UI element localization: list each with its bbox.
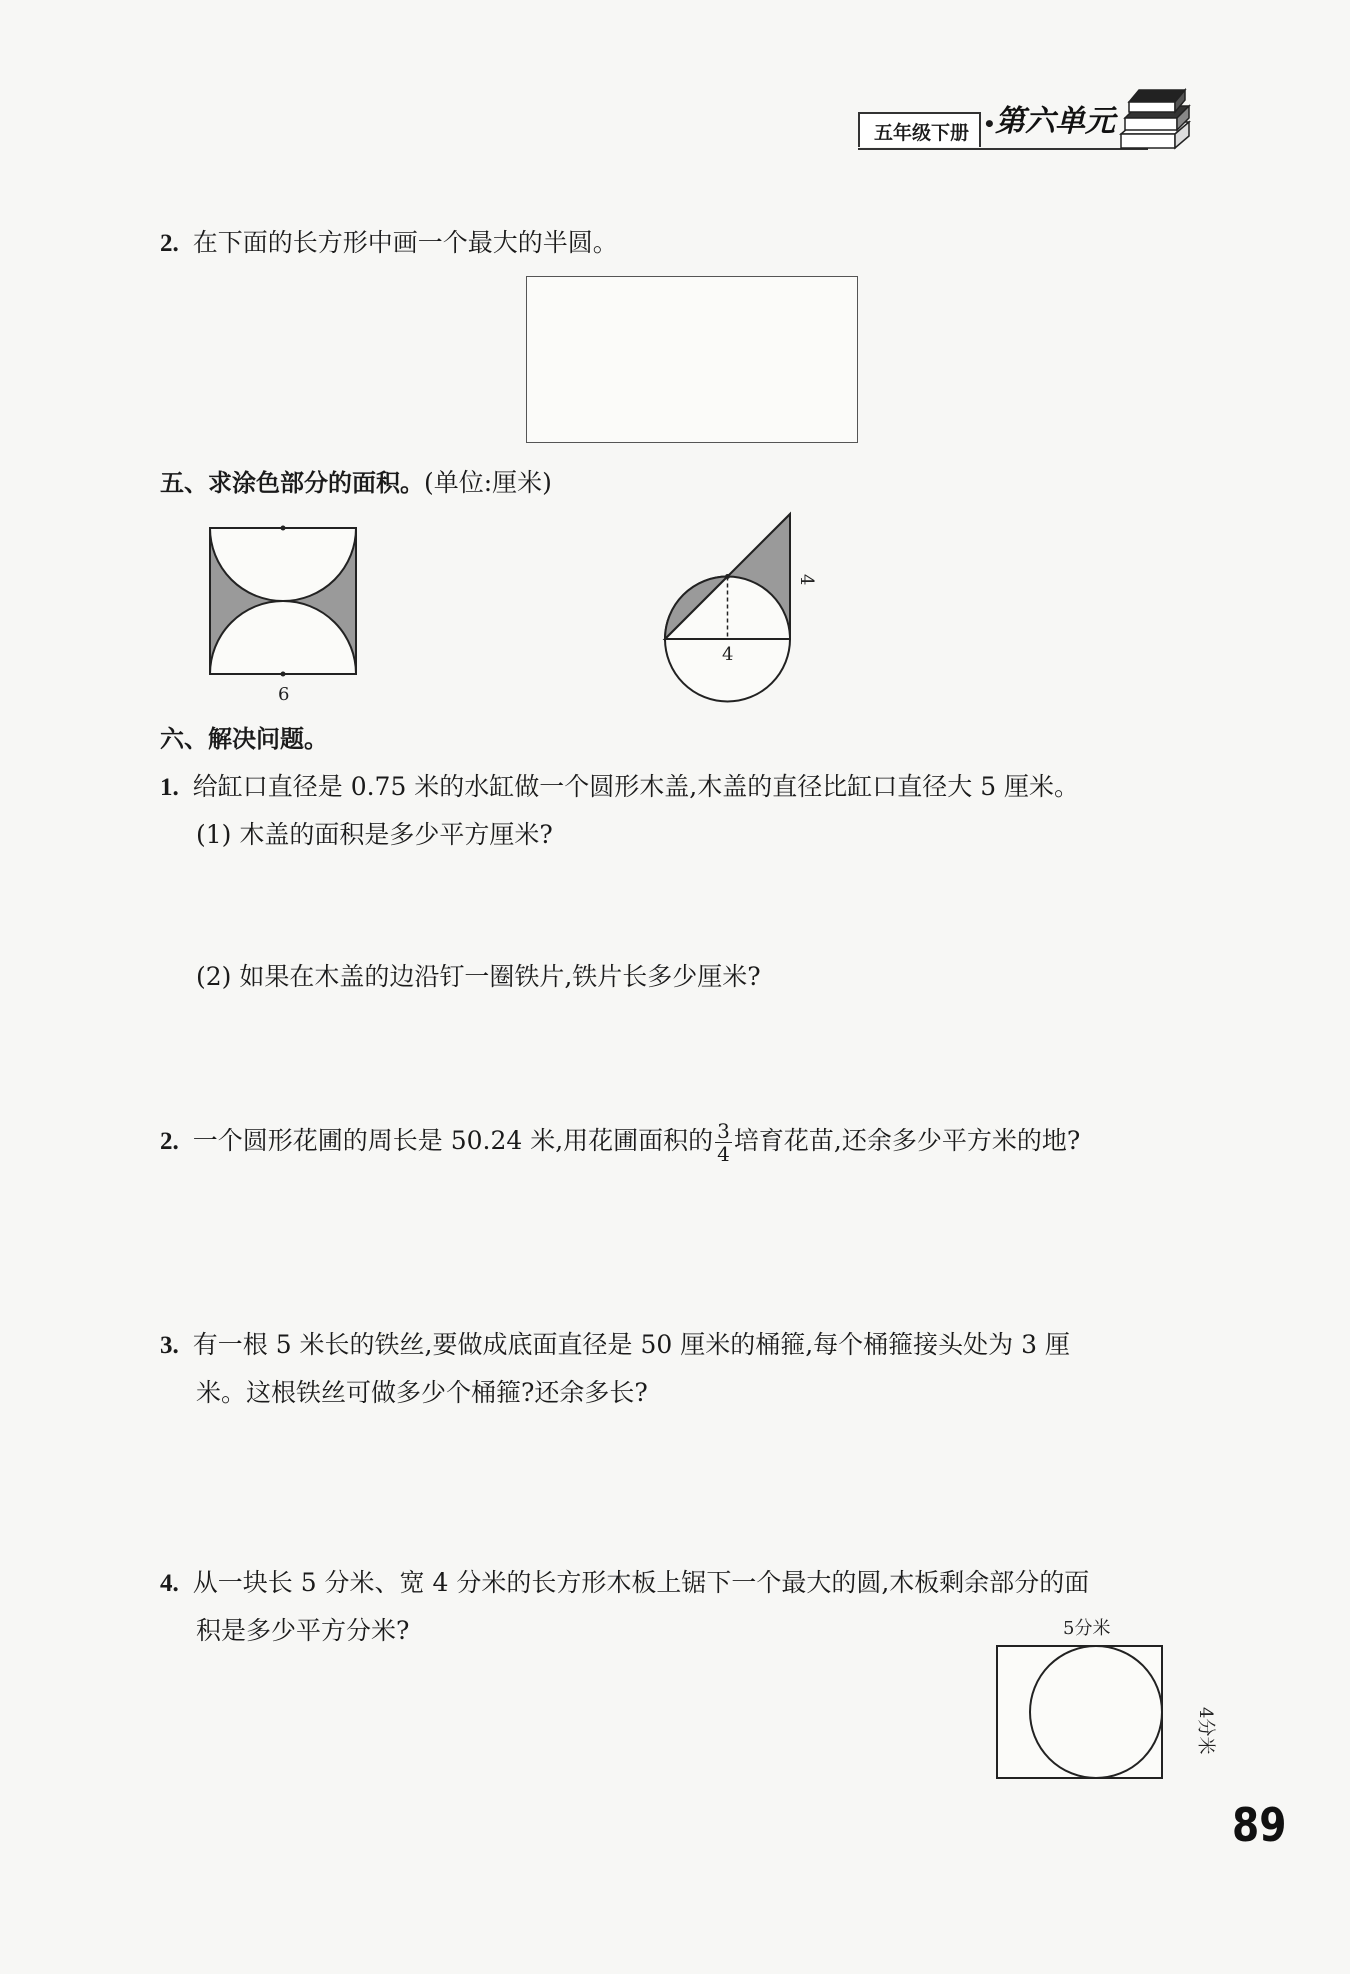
problem-4-line2: 积是多少平方分米? (196, 1616, 410, 1645)
figure2-side-label: 4 (796, 574, 817, 586)
problem-3-line2: 米。这根铁丝可做多少个桶箍?还余多长? (196, 1378, 648, 1407)
problem-2 (160, 1120, 1080, 1165)
page-number: 89 (1232, 1798, 1287, 1852)
problem-1-sub2: (2) 如果在木盖的边沿钉一圈铁片,铁片长多少厘米? (196, 962, 761, 991)
figure-circle-triangle (655, 505, 835, 705)
fraction-numerator: 3 (717, 1119, 730, 1143)
grade-label: 五年级下册 (858, 112, 981, 147)
problem-3-text1: 有一根 5 米长的铁丝,要做成底面直径是 50 厘米的桶箍,每个桶箍接头处为 3 厘 (192, 1330, 1070, 1359)
figure-rectangle-circle (985, 1612, 1216, 1792)
section6-title: 六、解决问题。 (160, 725, 328, 753)
books-icon (1115, 84, 1195, 160)
problem-1-text: 给缸口直径是 0.75 米的水缸做一个圆形木盖,木盖的直径比缸口直径大 5 厘米。 (192, 772, 1080, 801)
question-draw-semicircle (160, 226, 618, 261)
figure2-diameter-label: 4 (722, 644, 734, 665)
problem-1-sub1: (1) 木盖的面积是多少平方厘米? (196, 820, 553, 849)
figure-width-label: 5分米 (1063, 1618, 1111, 1639)
question-number: 2. (160, 230, 179, 257)
figure-height-label: 4分米 (1195, 1707, 1216, 1755)
problem-4-line1 (160, 1566, 1089, 1601)
fraction-denominator: 4 (717, 1142, 730, 1166)
problem-3-number: 3. (160, 1332, 179, 1359)
figure1-side-label: 6 (278, 684, 290, 705)
header-rule (858, 148, 1148, 150)
fraction-three-quarters (715, 1120, 732, 1165)
section6-heading (160, 722, 328, 756)
problem-1 (160, 770, 1079, 805)
unit-title: 第六单元 (995, 104, 1115, 139)
problem-2-text-before: 一个圆形花圃的周长是 50.24 米,用花圃面积的 (192, 1126, 714, 1155)
problem-3-line1 (160, 1328, 1070, 1363)
problem-2-number: 2. (160, 1128, 179, 1155)
drawing-rectangle[interactable] (526, 276, 858, 443)
figure-square-semicircles (200, 520, 370, 705)
section5-heading (160, 466, 552, 500)
header-dot: • (983, 112, 996, 136)
problem-4-number: 4. (160, 1570, 179, 1597)
problem-2-text-after: 培育花苗,还余多少平方米的地? (733, 1126, 1081, 1155)
problem-4-text1: 从一块长 5 分米、宽 4 分米的长方形木板上锯下一个最大的圆,木板剩余部分的面 (192, 1568, 1090, 1597)
section5-unit-note: (单位:厘米) (424, 468, 552, 497)
question-text: 在下面的长方形中画一个最大的半圆。 (192, 228, 618, 257)
problem-1-number: 1. (160, 774, 179, 801)
section5-title: 五、求涂色部分的面积。 (160, 469, 424, 497)
